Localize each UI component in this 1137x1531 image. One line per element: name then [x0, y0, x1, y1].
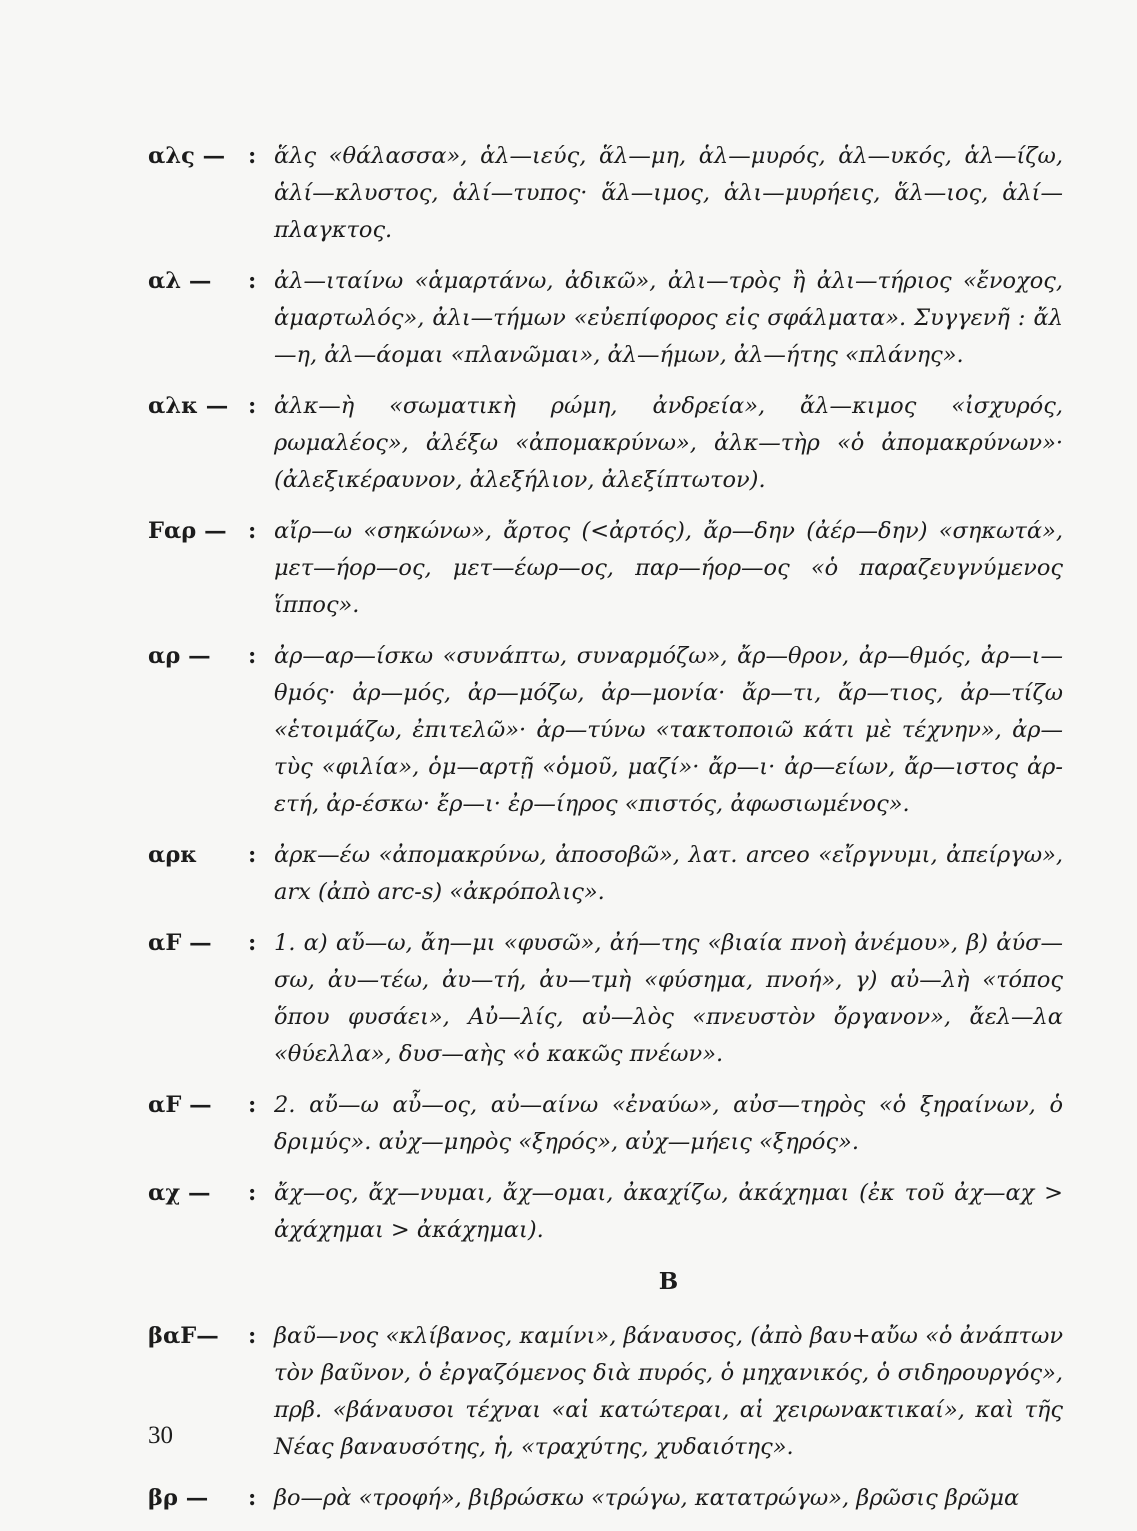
entry-ark: [148, 837, 1063, 911]
entry-aw-1: [148, 925, 1063, 1073]
entry-colon: :: [248, 268, 257, 294]
entry-root: αρκ: [148, 842, 198, 868]
entry-root: αλς —: [148, 143, 226, 169]
entry-colon: :: [248, 518, 257, 544]
entry-text: βαῦ—νος «κλίβανος, καμίνι», βάναυσος, (ἀπὸ βαυ+αὔω «ὁ ἀνάπτων τὸν βαῦνον, ὁ ἐργαζόμενος διὰ πυρός, ὁ μηχανικός, ὁ σιδηρουργός», πρβ. «βάναυσοι τέχναι «αἱ κατώτεραι, αἱ χειρωνακτικαί», καὶ τῆς Νέας βαναυσότης, ἡ, «τραχύτης, χυδαιότης».: [274, 1323, 1063, 1460]
entry-colon: :: [248, 1180, 257, 1206]
entry-alk: [148, 388, 1063, 499]
entry-al: [148, 263, 1063, 374]
entry-root: αλκ —: [148, 393, 229, 419]
page-number: 30: [148, 1422, 173, 1449]
entry-text: 1. α) αὔ—ω, ἄη—μι «φυσῶ», ἀή—της «βιαία πνοὴ ἀνέμου», β) ἀύσ—σω, ἀυ—τέω, ἀυ—τή, ἀυ—τμὴ «φύσημα, πνοή», γ) αὐ—λὴ «τόπος ὅπου φυσάει», Αὐ—λίς, αὐ—λὸς «πνευστὸν ὄργανον», ἄελ—λα «θύελλα», δυσ—αὴς «ὁ κακῶς πνέων».: [274, 930, 1063, 1067]
entry-ar: [148, 638, 1063, 823]
entry-text: ἀλκ—ὴ «σωματικὴ ρώμη, ἀνδρεία», ἄλ—κιμος «ἰσχυρός, ρωμαλέος», ἀλέξω «ἀπομακρύνω», ἀλκ—τὴρ «ὁ ἀπομακρύνων»· (ἀλεξικέραυνον, ἀλεξήλιον, ἀλεξίπτωτον).: [274, 393, 1063, 493]
entry-br: [148, 1480, 1063, 1517]
entry-root: βρ —: [148, 1485, 209, 1511]
entry-als: [148, 138, 1063, 249]
entry-text: ἀρ—αρ—ίσκω «συνάπτω, συναρμόζω», ἄρ—θρον, ἀρ—θμός, ἀρ—ι—θμός· ἀρ—μός, ἀρ—μόζω, ἀρ—μονία· ἄρ—τι, ἄρ—τιος, ἀρ—τίζω «ἑτοιμάζω, ἐπιτελῶ»· ἀρ—τύνω «τακτοποιῶ κάτι μὲ τέχνην», ἀρ—τὺς «φιλία», ὁμ—αρτῇ «ὁμοῦ, μαζί»· ἄρ—ι· ἀρ—είων, ἄρ—ιστος ἀρ-ετή, ἀρ-έσκω· ἔρ—ι· ἐρ—ίηρος «πιστός, ἀφωσιωμένος».: [274, 643, 1063, 817]
entry-root: αλ —: [148, 268, 212, 294]
entry-text: ἅλς «θάλασσα», ἁλ—ιεύς, ἅλ—μη, ἁλ—μυρός, ἁλ—υκός, ἁλ—ίζω, ἁλί—κλυστος, ἁλί—τυπος· ἅλ—ιμος, ἁλι—μυρήεις, ἅλ—ιος, ἁλί—πλαγκτος.: [274, 143, 1063, 243]
entry-colon: :: [248, 1485, 257, 1511]
entry-text: ἀλ—ιταίνω «ἁμαρτάνω, ἀδικῶ», ἀλι—τρὸς ἢ ἀλι—τήριος «ἔνοχος, ἁμαρτωλός», ἀλι—τήμων «εὐεπίφορος εἰς σφάλματα». Συγγενῆ : ἄλ—η, ἀλ—άομαι «πλανῶμαι», ἀλ—ήμων, ἀλ—ήτης «πλάνης».: [274, 268, 1063, 368]
entry-text: ἀρκ—έω «ἀπομακρύνω, ἀποσοβῶ», λατ. arceo «εἴργνυμι, ἀπείργω», arx (ἀπὸ arc-s) «ἀκρόπολις».: [274, 842, 1063, 905]
entries-list: [148, 138, 1063, 1531]
entry-aw-2: [148, 1087, 1063, 1161]
entry-ach: [148, 1175, 1063, 1249]
entry-root: αχ —: [148, 1180, 211, 1206]
entry-root: αρ —: [148, 643, 211, 669]
entry-colon: :: [248, 842, 257, 868]
entry-war: [148, 513, 1063, 624]
entry-root: αF —: [148, 930, 212, 956]
entry-root: Fαρ —: [148, 518, 227, 544]
entry-colon: :: [248, 143, 257, 169]
section-heading-b: B: [658, 1268, 679, 1295]
entry-colon: :: [248, 393, 257, 419]
entry-text: 2. αὔ—ω αὖ—ος, αὐ—αίνω «ἐναύω», αὐσ—τηρὸς «ὁ ξηραίνων, ὁ δριμύς». αὐχ—μηρὸς «ξηρός», αὐχ—μήεις «ξηρός».: [274, 1092, 1063, 1155]
entry-text: ἄχ—ος, ἄχ—νυμαι, ἄχ—ομαι, ἀκαχίζω, ἀκάχημαι (ἐκ τοῦ ἀχ—αχ > ἀχάχημαι > ἀκάχημαι).: [274, 1180, 1063, 1243]
entry-text: αἴρ—ω «σηκώνω», ἄρτος (<ἀρτός), ἄρ—δην (ἀέρ—δην) «σηκωτά», μετ—ήορ—ος, μετ—έωρ—ος, παρ—ήορ—ος «ὁ παραζευγνύμενος ἵππος».: [274, 518, 1063, 618]
entry-root: αF —: [148, 1092, 212, 1118]
entry-text: βο—ρὰ «τροφή», βιβρώσκω «τρώγω, κατατρώγω», βρῶσις βρῶμα: [274, 1485, 1020, 1511]
entry-root: βαF—: [148, 1323, 219, 1349]
entry-colon: :: [248, 1092, 257, 1118]
entry-colon: :: [248, 643, 257, 669]
entry-colon: :: [248, 1323, 257, 1349]
entry-baw: [148, 1318, 1063, 1466]
entry-colon: :: [248, 930, 257, 956]
